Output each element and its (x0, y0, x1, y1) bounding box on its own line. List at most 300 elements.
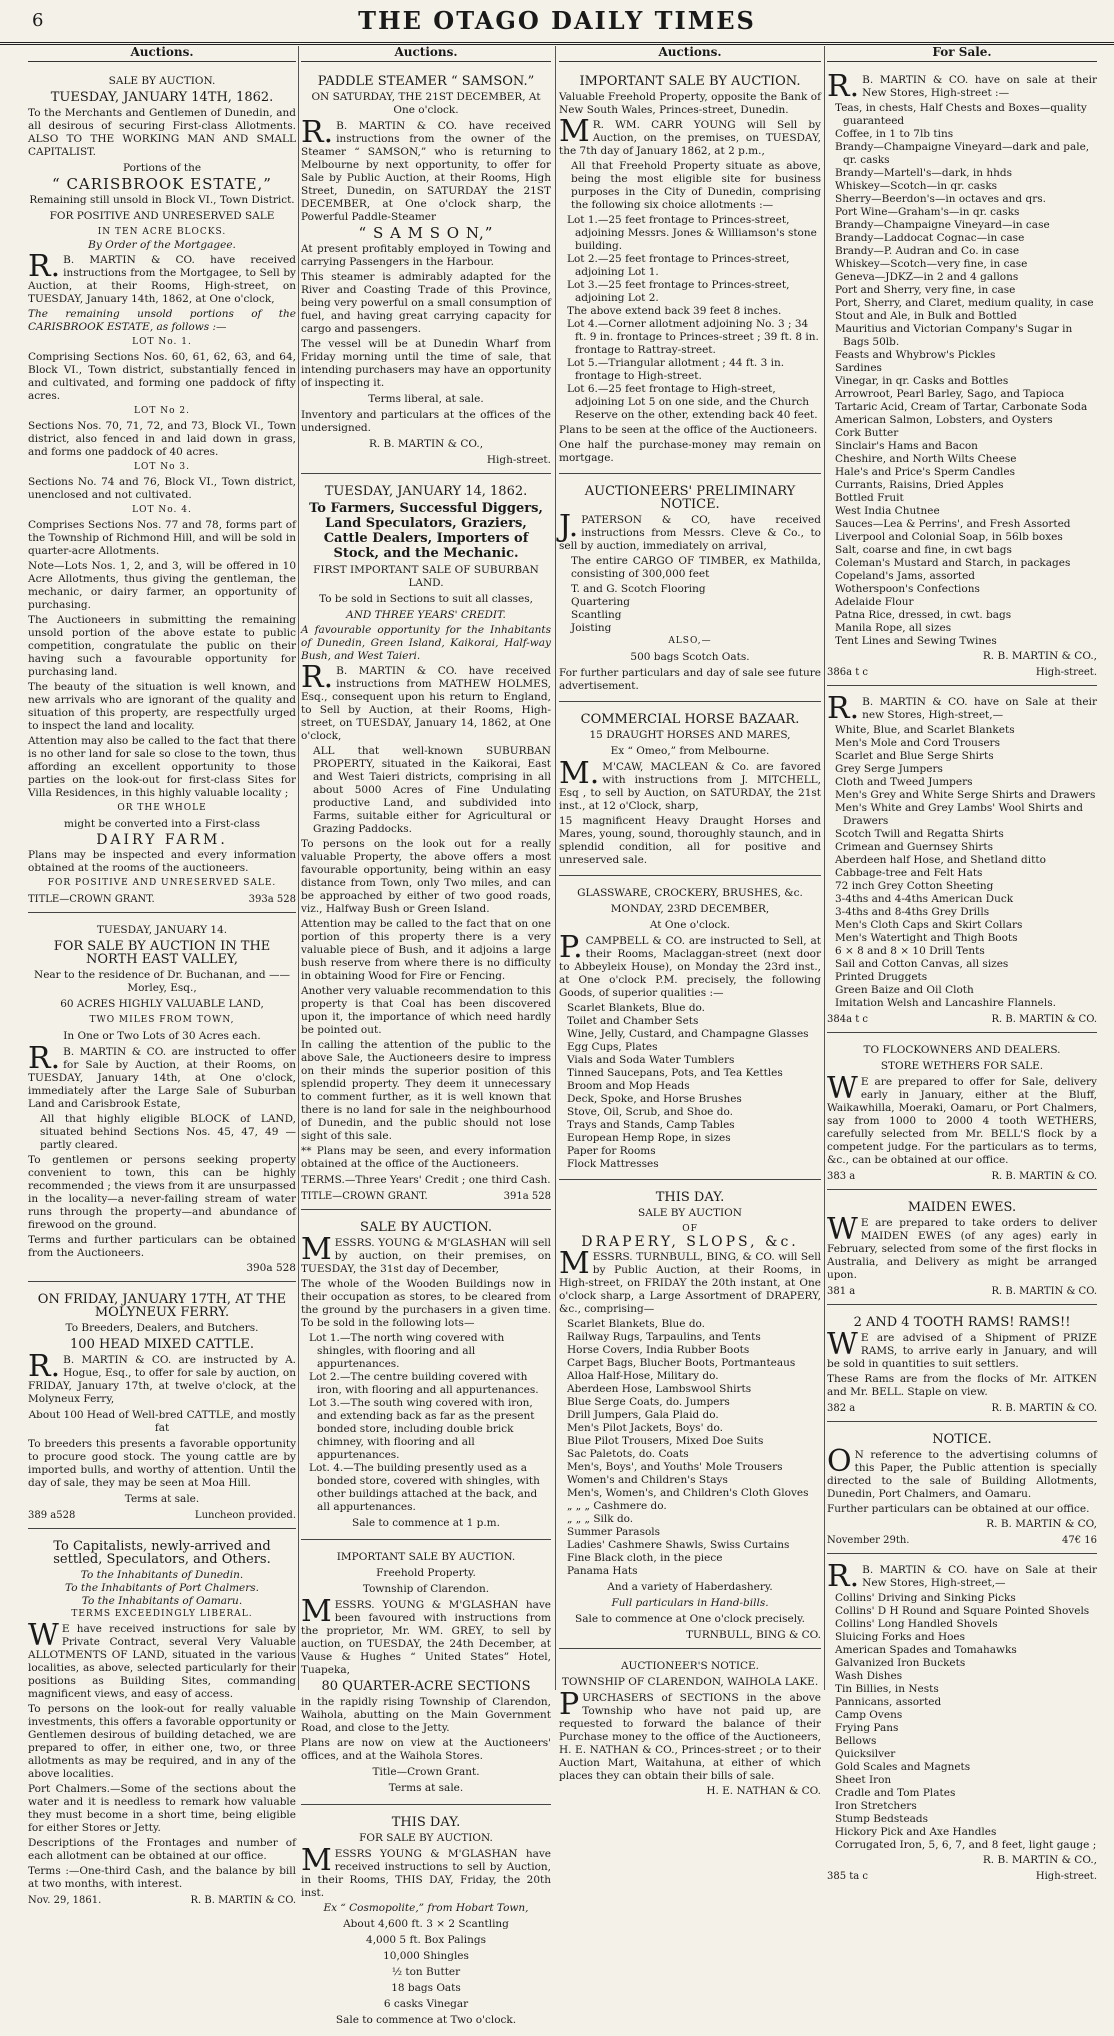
advert-code: 385 ta c (827, 1871, 869, 1882)
goods-list (827, 724, 1097, 1010)
advert-text: Further particulars can be obtained at our office. (827, 1503, 1090, 1515)
advert-text: Remaining still unsold in Block VI., Town District. (29, 194, 295, 206)
advert-code: 386a t c (827, 667, 869, 678)
advert-body: P.CAMPBELL & CO. are instructed to Sell, at their Rooms, Maclaggan-street (next door to Abbeyleix House), on Monday the 23rd inst., at One o'clock P.M. precisely, the following Goods, of superior qualities :— (559, 930, 821, 999)
advert-code: 391a 528 (503, 1191, 551, 1202)
goods-item: Port Wine—Graham's—in qr. casks (835, 206, 1020, 218)
advert-signature: R. B. MARTIN & CO., (368, 438, 484, 450)
advert-text: Terms liberal, at sale. (368, 393, 484, 405)
advert-heading: 60 ACRES HIGHLY VALUABLE LAND, (60, 998, 264, 1010)
advert-body: MR. WM. CARR YOUNG will Sell by Auction, on the premises, on TUESDAY, the 7th day of January 1862, at 2 p.m., (559, 114, 821, 157)
advert-date: ON SATURDAY, THE 21ST DECEMBER, At One o'clock. (311, 91, 541, 116)
goods-item: Blue Pilot Trousers, Mixed Doe Suits (567, 1435, 764, 1447)
advert-text: In One or Two Lots of 30 Acres each. (63, 1030, 261, 1042)
advert-text: FOR POSITIVE AND UNRESERVED SALE. (47, 878, 277, 888)
advert-text: A favourable opportunity for the Inhabitants of Dunedin, Green Island, Kaikorai, Half-way Bush, and West Taieri. (301, 624, 551, 662)
advert-text: The remaining unsold portions of the CARISBROOK ESTATE, as follows :— (28, 308, 296, 333)
advert-heading: FOR SALE BY AUCTION IN THE NORTH EAST VALLEY, (53, 939, 271, 967)
advert-text: To persons on the look out for a really valuable Property, the above offers a most favourable opportunity, being within an easy distance from Town, only Two miles, and can be approached by either of two good roads, viz., Halfway Bush or Green Island. (301, 838, 551, 915)
advert-date: TUESDAY, JANUARY 14TH, 1862. (50, 90, 274, 105)
goods-item: Feasts and Whybrow's Pickles (835, 349, 996, 361)
advert-text: Attention may also be called to the fact that there is no other land for sale so close to the town, thus affording an excellent opportunity to those parties on the look-out for first-class Sites for Villa Residences, in this highly valuable locality ; (28, 735, 296, 799)
advert-text: And a variety of Haberdashery. (607, 1581, 773, 1593)
goods-list (827, 1592, 1097, 1852)
lot-item: Lot 3.—25 feet frontage to Princes-street, adjoining Lot 2. (567, 279, 790, 304)
goods-item: Liverpool and Colonial Soap, in 56lb boxes (835, 531, 1063, 543)
advert-heading: To Farmers, Successful Diggers, Land Speculators, Graziers, Cattle Dealers, Importers of Stock, and the Mechanic. (309, 501, 543, 561)
goods-item: Imitation Welsh and Lancashire Flannels. (835, 997, 1056, 1009)
goods-item: Wotherspoon's Confections (835, 583, 980, 595)
advert-body: MESSRS. YOUNG & M'GLASHAN will sell by auction, on their premises, on TUESDAY, the 31st day of December, (301, 1232, 551, 1275)
goods-item: Patna Rice, dressed, in cwt. bags (835, 609, 1012, 621)
advert-code: 381 a (827, 1286, 856, 1297)
goods-item: Whiskey—Scotch—in qr. casks (835, 180, 998, 192)
goods-item: Wash Dishes (835, 1670, 903, 1682)
goods-item: Cheshire, and North Wilts Cheese (835, 453, 1017, 465)
goods-item: Sluicing Forks and Hoes (835, 1631, 966, 1643)
column-1 (28, 45, 296, 1906)
goods-item: Galvanized Iron Buckets (835, 1657, 966, 1669)
lot-item: The above extend back 39 feet 8 inches. (567, 305, 782, 317)
goods-item: Stout and Ale, in Bulk and Bottled (835, 310, 1017, 322)
goods-item: Men's Cloth Caps and Skirt Collars (835, 919, 1023, 931)
goods-item: Broom and Mop Heads (567, 1080, 690, 1092)
goods-item: Cloth and Tweed Jumpers (835, 776, 973, 788)
goods-item: Sac Paletots, do. Coats (567, 1448, 689, 1460)
goods-item: Aberdeen half Hose, and Shetland ditto (835, 854, 1046, 866)
goods-item: „ „ „ Cashmere do. (567, 1500, 667, 1512)
lot-heading: LOT No 2. (134, 406, 190, 416)
goods-item: Toilet and Chamber Sets (567, 1015, 699, 1027)
goods-item: Brandy—Laddocat Cognac—in case (835, 232, 1025, 244)
lot-item: Lot 6.—25 feet frontage to High-street, adjoining Lot 5 on one side, and the Church Reserve on the other, extending back 40 feet. (567, 383, 818, 421)
advert-carisbrook-estate (28, 68, 296, 913)
goods-item: White, Blue, and Scarlet Blankets (835, 724, 1015, 736)
advert-code: 383 a (827, 1171, 856, 1182)
goods-item: Collins' D H Round and Square Pointed Shovels (835, 1605, 1090, 1617)
advert-heading: MAIDEN EWES. (907, 1200, 1017, 1215)
cargo-item: T. and G. Scotch Flooring (571, 583, 706, 595)
advert-text: ALSO,— (668, 636, 712, 646)
goods-item: Horse Covers, India Rubber Boots (567, 1344, 750, 1356)
goods-item: Coffee, in 1 to 7lb tins (835, 128, 954, 140)
advert-text: OR THE WHOLE (117, 803, 207, 813)
advert-address: High-street. (1035, 1871, 1097, 1882)
advert-heading: DRAPERY, SLOPS, &c. (581, 1234, 799, 1250)
advert-signature: R. B. MARTIN & CO. (991, 1286, 1097, 1297)
goods-item: Scarlet and Blue Serge Shirts (835, 750, 994, 762)
lot-item: Lot 1.—The north wing covered with shingles, with flooring and all appurtenances. (309, 1332, 505, 1370)
goods-item: Whiskey—Scotch—very fine, in case (835, 258, 1028, 270)
advert-code: 393a 528 (248, 894, 296, 905)
advert-body: R.B. MARTIN & CO. have on Sale at their New Stores, High-street,— (827, 1559, 1097, 1594)
goods-item: Arrowroot, Pearl Barley, Sago, and Tapioca (835, 388, 1065, 400)
advert-text: FOR SALE BY AUCTION. (359, 1832, 493, 1844)
goods-item: Sinclair's Hams and Bacon (835, 440, 978, 452)
goods-item: Summer Parasols (567, 1526, 661, 1538)
goods-item: Carpet Bags, Blucher Boots, Portmanteaus (567, 1357, 796, 1369)
advert-text: Another very valuable recommendation to this property is that Coal has been discovered upon it, the importance of which need hardly be pointed out. (301, 985, 551, 1036)
lot-item: Lot 4.—Corner allotment adjoining No. 3 ; 34 ft. 9 in. frontage to Princes-street ; 39 ft. 8 in. frontage to Rattray-street. (567, 318, 819, 356)
goods-item: Salt, coarse and fine, in cwt bags (835, 544, 1012, 556)
advert-capitalists (28, 1533, 296, 1913)
advert-code: 47€ 16 (1062, 1535, 1097, 1546)
advert-text: By Order of the Mortgagee. (88, 239, 236, 251)
advert-text: SALE BY AUCTION (638, 1207, 742, 1219)
advert-text: Near to the residence of Dr. Buchanan, and —— Morley, Esq., (34, 969, 290, 994)
advert-date: November 29th. (827, 1535, 910, 1546)
goods-item: American Salmon, Lobsters, and Oysters (835, 414, 1053, 426)
goods-item: Tent Lines and Sewing Twines (835, 635, 997, 647)
cargo-item: 10,000 Shingles (383, 1950, 469, 1962)
advert-heading: TO FLOCKOWNERS AND DEALERS. (863, 1044, 1061, 1056)
advert-title: TITLE—CROWN GRANT. (28, 894, 155, 905)
goods-item: Men's Grey and White Serge Shirts and Drawers (835, 789, 1096, 801)
goods-item: Deck, Spoke, and Horse Brushes (567, 1093, 742, 1105)
goods-item: „ „ „ Silk do. (567, 1513, 634, 1525)
advert-text: OF (682, 1224, 698, 1234)
advert-heading: “ CARISBROOK ESTATE,” (52, 175, 272, 193)
lot-item: Lot 2.—25 feet frontage to Princes-street, adjoining Lot 1. (567, 253, 790, 278)
advert-text: Luncheon provided. (194, 1510, 296, 1521)
advert-body: WE are advised of a Shipment of PRIZE RAMS, to arrive early in January, and will be sold in quantities to suit settlers. (827, 1327, 1097, 1370)
cargo-item: 4,000 5 ft. Box Palings (366, 1934, 486, 1946)
goods-item: Vinegar, in qr. Casks and Bottles (835, 375, 1009, 387)
advert-text: Inventory and particulars at the offices of the undersigned. (301, 409, 551, 434)
advert-text: Township of Clarendon. (362, 1583, 490, 1595)
advert-body: R.B. MARTIN & CO. have received instructions from the owner of the Steamer “ SAMSON,” who is returning to Melbourne by next opportunity, to offer for Sale by Public Auction, at their Rooms, High Street, Dunedin, on SATURDAY the 21ST DECEMBER, at One o'clock sharp, the Powerful Paddle-Steamer (301, 115, 551, 223)
cargo-item: About 4,600 ft. 3 × 2 Scantling (343, 1918, 509, 1930)
goods-item: West India Chutnee (835, 505, 940, 517)
goods-item: Railway Rugs, Tarpaulins, and Tents (567, 1331, 761, 1343)
advert-heading: AUCTIONEERS' PRELIMINARY NOTICE. (584, 484, 796, 512)
advert-text: All that highly eligible BLOCK of LAND, situated behind Sections Nos. 45, 47, 49 —partly cleared. (40, 1113, 296, 1151)
advert-heading: IMPORTANT SALE BY AUCTION. (336, 1551, 516, 1563)
goods-item: 3-4ths and 4-4ths American Duck (835, 893, 1014, 905)
advert-text: Port Chalmers.—Some of the sections about the water and it is needless to remark how valuable they must become in a short time, being eligible for either Stores or Jetty. (28, 1783, 296, 1834)
advert-text: Terms at sale. (124, 1493, 200, 1505)
advert-text: To the Inhabitants of Oamaru. (81, 1595, 243, 1607)
advert-heading: 2 AND 4 TOOTH RAMS! RAMS!! (853, 1315, 1071, 1330)
advert-princes-street-property (559, 68, 821, 474)
goods-item: Men's Pilot Jackets, Boys' do. (567, 1422, 723, 1434)
advert-text: Sale to commence at One o'clock precisely. (575, 1613, 805, 1625)
goods-list (559, 1002, 821, 1171)
advert-text: To gentlemen or persons seeking property convenient to town, this can be highly recommended ; the views from it are unsurpassed in the locality—a never-failing stream of water runs through the property—and abundance of firewood on the ground. (28, 1154, 296, 1231)
advert-heading: 100 HEAD MIXED CATTLE. (70, 1337, 254, 1352)
advert-paddle-steamer (301, 68, 551, 474)
advert-body: R.B. MARTIN & CO. have received instructions from the Mortgagee, to Sell by Auction, at their Rooms, High-street, on TUESDAY, January 14th, 1862, at One o'clock, (28, 249, 296, 305)
advert-body: J.PATERSON & CO, have received instructions from Messrs. Cleve & Co., to sell by auction, immediately on arrival, (559, 509, 821, 552)
column-rule (298, 46, 299, 1690)
advert-date: Nov. 29, 1861. (28, 1895, 102, 1906)
advert-body: WE have received instructions for sale by Private Contract, several Very Valuable ALLOTMENTS OF LAND, situated in the various localities, as above, selected particularly for their positions as Building Sites, commanding magnificent views, and easy of access. (28, 1618, 296, 1700)
goods-item: Iron Stretchers (835, 1800, 917, 1812)
goods-item: Collins' Long Handled Shovels (835, 1618, 998, 1630)
goods-item: Copeland's Jams, assorted (835, 570, 976, 582)
advert-text: TOWNSHIP OF CLARENDON, WAIHOLA LAKE. (561, 1676, 819, 1688)
column-2 (301, 45, 551, 2026)
goods-item: Scarlet Blankets, Blue do. (567, 1002, 706, 1014)
advert-text: AND THREE YEARS' CREDIT. (346, 609, 506, 621)
advert-text: In calling the attention of the public to the above Sale, the Auctioneers desire to impress on their minds the superior position of this splendid property. They deem it unnecessary to comment further, as it is well known that there is no land for sale in the neighbourhood of Dunedin, and the public should not lose sight of this sale. (301, 1039, 551, 1142)
lot-heading: LOT No 3. (134, 462, 190, 472)
advert-heading: PADDLE STEAMER “ SAMSON.” (317, 74, 535, 89)
goods-item: Coleman's Mustard and Starch, in packages (835, 557, 1071, 569)
goods-item: Drill Jumpers, Gala Plaid do. (567, 1409, 719, 1421)
advert-text: TWO MILES FROM TOWN, (89, 1015, 235, 1025)
advert-code: 384a t c (827, 1014, 869, 1025)
advert-address: High-street. (486, 454, 551, 466)
lot-text: Comprising Sections Nos. 60, 61, 62, 63, and 64, Block VI., Town district, substantially fenced in and cultivated, and forming one paddock of fifty acres. (28, 351, 296, 402)
advert-text: ** Plans may be seen, and every information obtained at the office of the Auctioneers. (301, 1145, 551, 1170)
goods-list (827, 102, 1097, 648)
column-4 (827, 45, 1097, 1882)
goods-item: Men's Mole and Cord Trousers (835, 737, 1000, 749)
goods-item: Fine Black cloth, in the piece (567, 1552, 723, 1564)
advert-store-wethers (827, 1037, 1097, 1190)
goods-item: Hickory Pick and Axe Handles (835, 1826, 997, 1838)
advert-heading: To Capitalists, newly-arrived and settled, Speculators, and Others. (53, 1539, 271, 1567)
advert-groceries-wines (827, 68, 1097, 686)
advert-signature: R. B. MARTIN & CO. (991, 1171, 1097, 1182)
advert-body: ON reference to the advertising columns of this Paper, the Public attention is specially directed to the sale of Building Allotments, Dunedin, Port Chalmers, and Oamaru. (827, 1444, 1097, 1500)
advert-text: ALL that well-known SUBURBAN PROPERTY, situated in the Kaikorai, East and West Taieri districts, comprising in all about 5000 Acres of Fine Undulating productive Land, and subdivided into Farms, suitable either for Agricultural or Grazing Paddocks. (313, 745, 551, 835)
advert-heading: “ S A M S O N,” (358, 224, 494, 242)
column-heading: Auctions. (28, 46, 296, 62)
goods-item: Sauces—Lea & Perrins', and Fresh Assorted (835, 518, 1071, 530)
advert-text: STORE WETHERS FOR SALE. (880, 1060, 1044, 1072)
cargo-item: 18 bags Oats (391, 1982, 461, 1994)
advert-text: The vessel will be at Dunedin Wharf from Friday morning until the time of sale, that intending purchasers may have an opportunity of inspecting it. (301, 338, 551, 389)
goods-item: Scotch Twill and Regatta Shirts (835, 828, 1004, 840)
advert-body: MESSRS. YOUNG & M'GLASHAN have been favoured with instructions from the proprietor, Mr. WM. GREY, to sell by auction, on TUESDAY, the 24th December, at Vause & Hughes “ United States” Hotel, Tuapeka, (301, 1594, 551, 1676)
advert-heading: SALE BY AUCTION. (108, 75, 216, 87)
goods-item: Blue Serge Coats, do. Jumpers (567, 1396, 730, 1408)
advert-text: Sale to commence at 1 p.m. (352, 1517, 500, 1529)
column-rule (824, 46, 825, 1690)
goods-item: Quicksilver (835, 1748, 896, 1760)
cargo-item: Quartering (571, 596, 630, 608)
advert-body: MESSRS YOUNG & M'GLASHAN have received instructions to sell by Auction, in their Rooms, THIS DAY, Friday, the 20th inst. (301, 1843, 551, 1899)
advert-molyneux-cattle (28, 1286, 296, 1529)
goods-item: Port, Sherry, and Claret, medium quality, in case (835, 297, 1094, 309)
advert-text: To the Merchants and Gentlemen of Dunedin, and all desirous of securing First-class Allotments. ALSO TO THE WORKING MAN AND SMALL CAPITALIST. (28, 107, 296, 158)
goods-item: Camp Ovens (835, 1709, 903, 1721)
advert-body: WE are prepared to offer for Sale, delivery early in January, either at the Bluff, Waikawhilla, Moeraki, Oamaru, or Port Chalmers, say from 1000 to 2000 4 tooth WETHERS, carefully selected from Mr. BELL'S flock by a competent judge. For the particulars as to terms, &c., can be obtained at our office. (827, 1071, 1097, 1166)
advert-text: in the rapidly rising Township of Clarendon, Waihola, abutting on the Main Government Road, and close to the Jetty. (301, 1696, 551, 1734)
cargo-item: Scantling (571, 609, 622, 621)
advert-text: The beauty of the situation is well known, and new arrivals who are ignorant of the quality and situation of this property, are respectfully urged to inspect the land and locality. (28, 681, 296, 732)
advert-mining-tools (827, 1558, 1097, 1889)
advert-heading: ON FRIDAY, JANUARY 17TH, AT THE MOLYNEUX FERRY. (37, 1292, 287, 1320)
lot-text: Sections No. 74 and 76, Block VI., Town district, unenclosed and not cultivated. (28, 476, 296, 501)
goods-item: Manila Rope, all sizes (835, 622, 952, 634)
advert-code: 382 a (827, 1403, 856, 1414)
goods-item: Sail and Cotton Canvas, all sizes (835, 958, 1009, 970)
advert-signature: H. E. NATHAN & CO. (706, 1785, 821, 1797)
goods-item: Men's White and Grey Lambs' Wool Shirts and Drawers (835, 802, 1083, 827)
goods-item: Cradle and Tom Plates (835, 1787, 956, 1799)
goods-item: Women's and Children's Stays (567, 1474, 728, 1486)
goods-item: Tartaric Acid, Cream of Tartar, Carbonate Soda (835, 401, 1088, 413)
advert-body: MESSRS. TURNBULL, BING, & CO. will Sell by Public Auction, at their Rooms, in High-street, on FRIDAY the 20th instant, at One o'clock sharp, a Large Assortment of DRAPERY, &c., comprising— (559, 1246, 821, 1315)
goods-item: Brandy—Champaigne Vineyard—dark and pale, qr. casks (835, 141, 1090, 166)
goods-item: Egg Cups, Plates (567, 1041, 658, 1053)
masthead (0, 0, 1114, 45)
advert-signature: R. B. MARTIN & CO., (982, 650, 1097, 662)
advert-heading: 80 QUARTER-ACRE SECTIONS (321, 1679, 531, 1694)
advert-title: TITLE—CROWN GRANT. (301, 1191, 428, 1202)
advert-north-east-valley (28, 917, 296, 1282)
advert-prize-rams (827, 1309, 1097, 1422)
column-heading: Auctions. (301, 46, 551, 62)
cargo-item: Joisting (571, 622, 612, 634)
advert-text: Ex “ Cosmopolite,” from Hobart Town, (323, 1902, 529, 1914)
advert-heading: THIS DAY. (655, 1190, 725, 1205)
goods-item: Alloa Half-Hose, Military do. (567, 1370, 719, 1382)
advert-text: One half the purchase-money may remain on mortgage. (559, 439, 821, 464)
cargo-item: ½ ton Butter (391, 1966, 461, 1978)
goods-item: Brandy—Martell's—dark, in hhds (835, 167, 1012, 179)
goods-item: Green Baize and Oil Cloth (835, 984, 974, 996)
advert-text: Plans to be seen at the office of the Auctioneers. (559, 424, 818, 436)
goods-item: Sheet Iron (835, 1774, 892, 1786)
advert-note: Note—Lots Nos. 1, 2, and 3, will be offered in 10 Acre Allotments, thus giving the gentleman, the mechanic, or dairy farmer, an opportunity of purchasing. (28, 560, 296, 611)
goods-item: Corrugated Iron, 5, 6, 7, and 8 feet, light gauge ; (835, 1839, 1097, 1851)
goods-item: Stove, Oil, Scrub, and Shoe do. (567, 1106, 733, 1118)
advert-wooden-buildings (301, 1214, 551, 1540)
advert-text: To breeders this presents a favorable opportunity to procure good stock. The young cattle are by imported bulls, and worthy of attention. Until the day of sale, they may be seen at Moa Hill. (28, 1438, 296, 1489)
advert-text: Plans may be inspected and every information obtained at the rooms of the auctioneers. (28, 849, 296, 874)
goods-item: Ladies' Cashmere Shawls, Swiss Curtains (567, 1539, 790, 1551)
goods-item: Stump Bedsteads (835, 1813, 929, 1825)
goods-item: Tin Billies, in Nests (835, 1683, 939, 1695)
goods-item: Brandy—Champaigne Vineyard—in case (835, 219, 1050, 231)
column-3 (559, 45, 821, 1797)
advert-body: R.B. MARTIN & CO. have on sale at their New Stores, High-street :— (827, 69, 1097, 104)
advert-text: To the Inhabitants of Dunedin. (80, 1569, 244, 1581)
lot-text: Comprises Sections Nos. 77 and 78, forms part of the Township of Richmond Hill, and will be sold in quarter-acre Allotments. (28, 519, 296, 557)
lot-text: Sections Nos. 70, 71, 72, and 73, Block VI., Town district, also fenced in and laid down in grass, and forms one paddock of 40 acres. (28, 420, 296, 458)
advert-text: 15 magnificent Heavy Draught Horses and Mares, young, sound, thoroughly staunch, and in splendid condition, all for positive and unreserved sale. (559, 815, 821, 866)
goods-item: Men's, Boys', and Youths' Mole Trousers (567, 1461, 783, 1473)
advert-text: 500 bags Scotch Oats. (630, 651, 750, 663)
advert-date: TUESDAY, JANUARY 14. (96, 924, 228, 936)
advert-text: IN TEN ACRE BLOCKS. (97, 227, 227, 237)
advert-text: To be sold in Sections to suit all classes, (319, 593, 533, 605)
advert-heading: FIRST IMPORTANT SALE OF SUBURBAN LAND. (313, 564, 539, 589)
advert-heading: GLASSWARE, CROCKERY, BRUSHES, &c. (577, 887, 803, 899)
advert-text: These Rams are from the flocks of Mr. AITKEN and Mr. BELL. Staple on view. (827, 1373, 1097, 1398)
goods-item: Frying Pans (835, 1722, 899, 1734)
advert-body: R.B. MARTIN & CO. are instructed to offer for Sale by Auction, at their Rooms, on TUESDAY, January 14th, at One o'clock, immediately after the Large Sale of Suburban Land and Carisbrook Estate, (28, 1041, 296, 1110)
advert-text: Descriptions of the Frontages and number of each allotment can be obtained at our office. (28, 1837, 296, 1862)
advert-text: TERMS.—Three Years' Credit ; one third Cash. (301, 1174, 551, 1186)
goods-item: Flock Mattresses (567, 1158, 659, 1170)
column-heading: Auctions. (559, 46, 821, 62)
advert-heading: DAIRY FARM. (96, 832, 228, 848)
goods-item: Vials and Soda Water Tumblers (567, 1054, 735, 1066)
advert-code: 389 a528 (28, 1510, 76, 1521)
advert-signature: R. B. MARTIN & CO. (991, 1403, 1097, 1414)
advert-heading: AUCTIONEER'S NOTICE. (620, 1660, 760, 1672)
lot-list (559, 214, 821, 422)
goods-item: Tinned Saucepans, Pots, and Tea Kettles (567, 1067, 783, 1079)
advert-heading: SALE BY AUCTION. (359, 1220, 493, 1235)
goods-item: European Hemp Rope, in sizes (567, 1132, 731, 1144)
advert-auctioneers-notice (559, 1653, 821, 1804)
lot-heading: LOT No. 1. (132, 337, 192, 347)
advert-clothing (827, 690, 1097, 1033)
advert-timber-cargo (559, 478, 821, 702)
goods-item: Adelaide Flour (835, 596, 914, 608)
cargo-item: 6 casks Vinegar (383, 1998, 469, 2010)
advert-horse-bazaar (559, 706, 821, 876)
advert-drapery-sale (559, 1184, 821, 1649)
advert-cosmopolite-cargo (301, 1809, 551, 2036)
advert-clarendon-sections (301, 1544, 551, 1805)
goods-item: Pannicans, assorted (835, 1696, 942, 1708)
advert-heading: IMPORTANT SALE BY AUCTION. (579, 74, 801, 89)
goods-item: Wine, Jelly, Custard, and Champagne Glasses (567, 1028, 809, 1040)
advert-text: Terms and further particulars can be obtained from the Auctioneers. (28, 1234, 296, 1259)
column-rule (555, 46, 556, 1690)
advert-text: For further particulars and day of sale see future advertisement. (559, 667, 821, 692)
goods-item: Bottled Fruit (835, 492, 904, 504)
advert-heading: COMMERCIAL HORSE BAZAAR. (580, 712, 800, 727)
goods-item: Paper for Rooms (567, 1145, 656, 1157)
advert-body: R.B. MARTIN & CO. have on Sale at their new Stores, High-street,— (827, 691, 1097, 726)
advert-body: M.M'CAW, MACLEAN & Co. are favored with instructions from J. MITCHELL, Esq , to sell by Auction, on SATURDAY, the 21st inst., at 12 o'Clock, sharp, (559, 756, 821, 812)
goods-item: Brandy—P. Audran and Co. in case (835, 245, 1020, 257)
lot-item: Lot 2.—The centre building covered with iron, with flooring and all appurtenances. (309, 1371, 539, 1396)
goods-item: Cabbage-tree and Felt Hats (835, 867, 983, 879)
goods-item: Geneva—JDKZ—in 2 and 4 gallons (835, 271, 1019, 283)
advert-signature: R. B. MARTIN & CO., (982, 1854, 1097, 1866)
advert-text: Freehold Property. (376, 1567, 476, 1579)
advert-text: About 100 Head of Well-bred CATTLE, and mostly fat (28, 1409, 296, 1434)
goods-item: Sherry—Beerdon's—in octaves and qrs. (835, 193, 1046, 205)
goods-item: Scarlet Blankets, Blue do. (567, 1318, 706, 1330)
goods-item: Cork Butter (835, 427, 899, 439)
advert-text: Full particulars in Hand-bills. (611, 1597, 769, 1609)
advert-text: Attention may be called to the fact that on one portion of this property there is a very valuable piece of Bush, and it adjoins a large bush reserve from where there is no difficulty in obtaining Wood for Fire or Fencing. (301, 918, 551, 982)
advert-heading: FOR POSITIVE AND UNRESERVED SALE (49, 210, 275, 222)
goods-item: Port and Sherry, very fine, in case (835, 284, 1016, 296)
advert-signature: R. B. MARTIN & CO. (190, 1895, 296, 1906)
goods-item: Gold Scales and Magnets (835, 1761, 971, 1773)
advert-text: The whole of the Wooden Buildings now in their occupation as stores, to be cleared from the ground by the purchasers in a given time. To be sold in the following lots— (301, 1278, 551, 1329)
goods-item: American Spades and Tomahawks (835, 1644, 1017, 1656)
goods-item: Grey Serge Jumpers (835, 763, 943, 775)
advert-heading: NOTICE. (932, 1432, 992, 1447)
goods-item: Aberdeen Hose, Lambswool Shirts (567, 1383, 752, 1395)
goods-item: Sardines (835, 362, 882, 374)
advert-suburban-land (301, 478, 551, 1210)
goods-item: Printed Druggets (835, 971, 928, 983)
lot-item: Lot 3.—The south wing covered with iron, and extending back as far as the present bonded store, including double brick chimney, with flooring and all appurtenances. (309, 1397, 535, 1461)
advert-text: might be converted into a First-class (64, 818, 260, 830)
goods-list (559, 1318, 821, 1578)
advert-body: R.B. MARTIN & CO. have received instructions from MATHEW HOLMES, Esq., consequent upon his return to England, to Sell by Auction, at their Rooms, High-street, on TUESDAY, January 14, 1862, at One o'clock, (301, 660, 551, 742)
advert-text: All that Freehold Property situate as above, being the most eligible site for business purposes in the City of Dunedin, comprising the following six choice allotments :— (571, 160, 821, 211)
advert-text: This steamer is admirably adapted for the River and Coasting Trade of this Province, being very powerful on a small consumption of fuel, and having great carrying capacity for cargo and passengers. (301, 271, 551, 335)
goods-item: Panama Hats (567, 1565, 638, 1577)
advert-body: PURCHASERS of SECTIONS in the above Township who have not paid up, are requested to forward the balance of their Purchase money to the office of the Auctioneers, H. E. NATHAN & CO., Princes-street ; or to their Auction Mart, Waitahuna, at either of which places they can obtain their bills of sale. (559, 1687, 821, 1782)
lot-item: Lot. 4.—The building presently used as a bonded store, covered with shingles, with other buildings attached at the back, and all appurtenances. (309, 1462, 540, 1513)
advert-text: At One o'clock. (649, 919, 731, 931)
